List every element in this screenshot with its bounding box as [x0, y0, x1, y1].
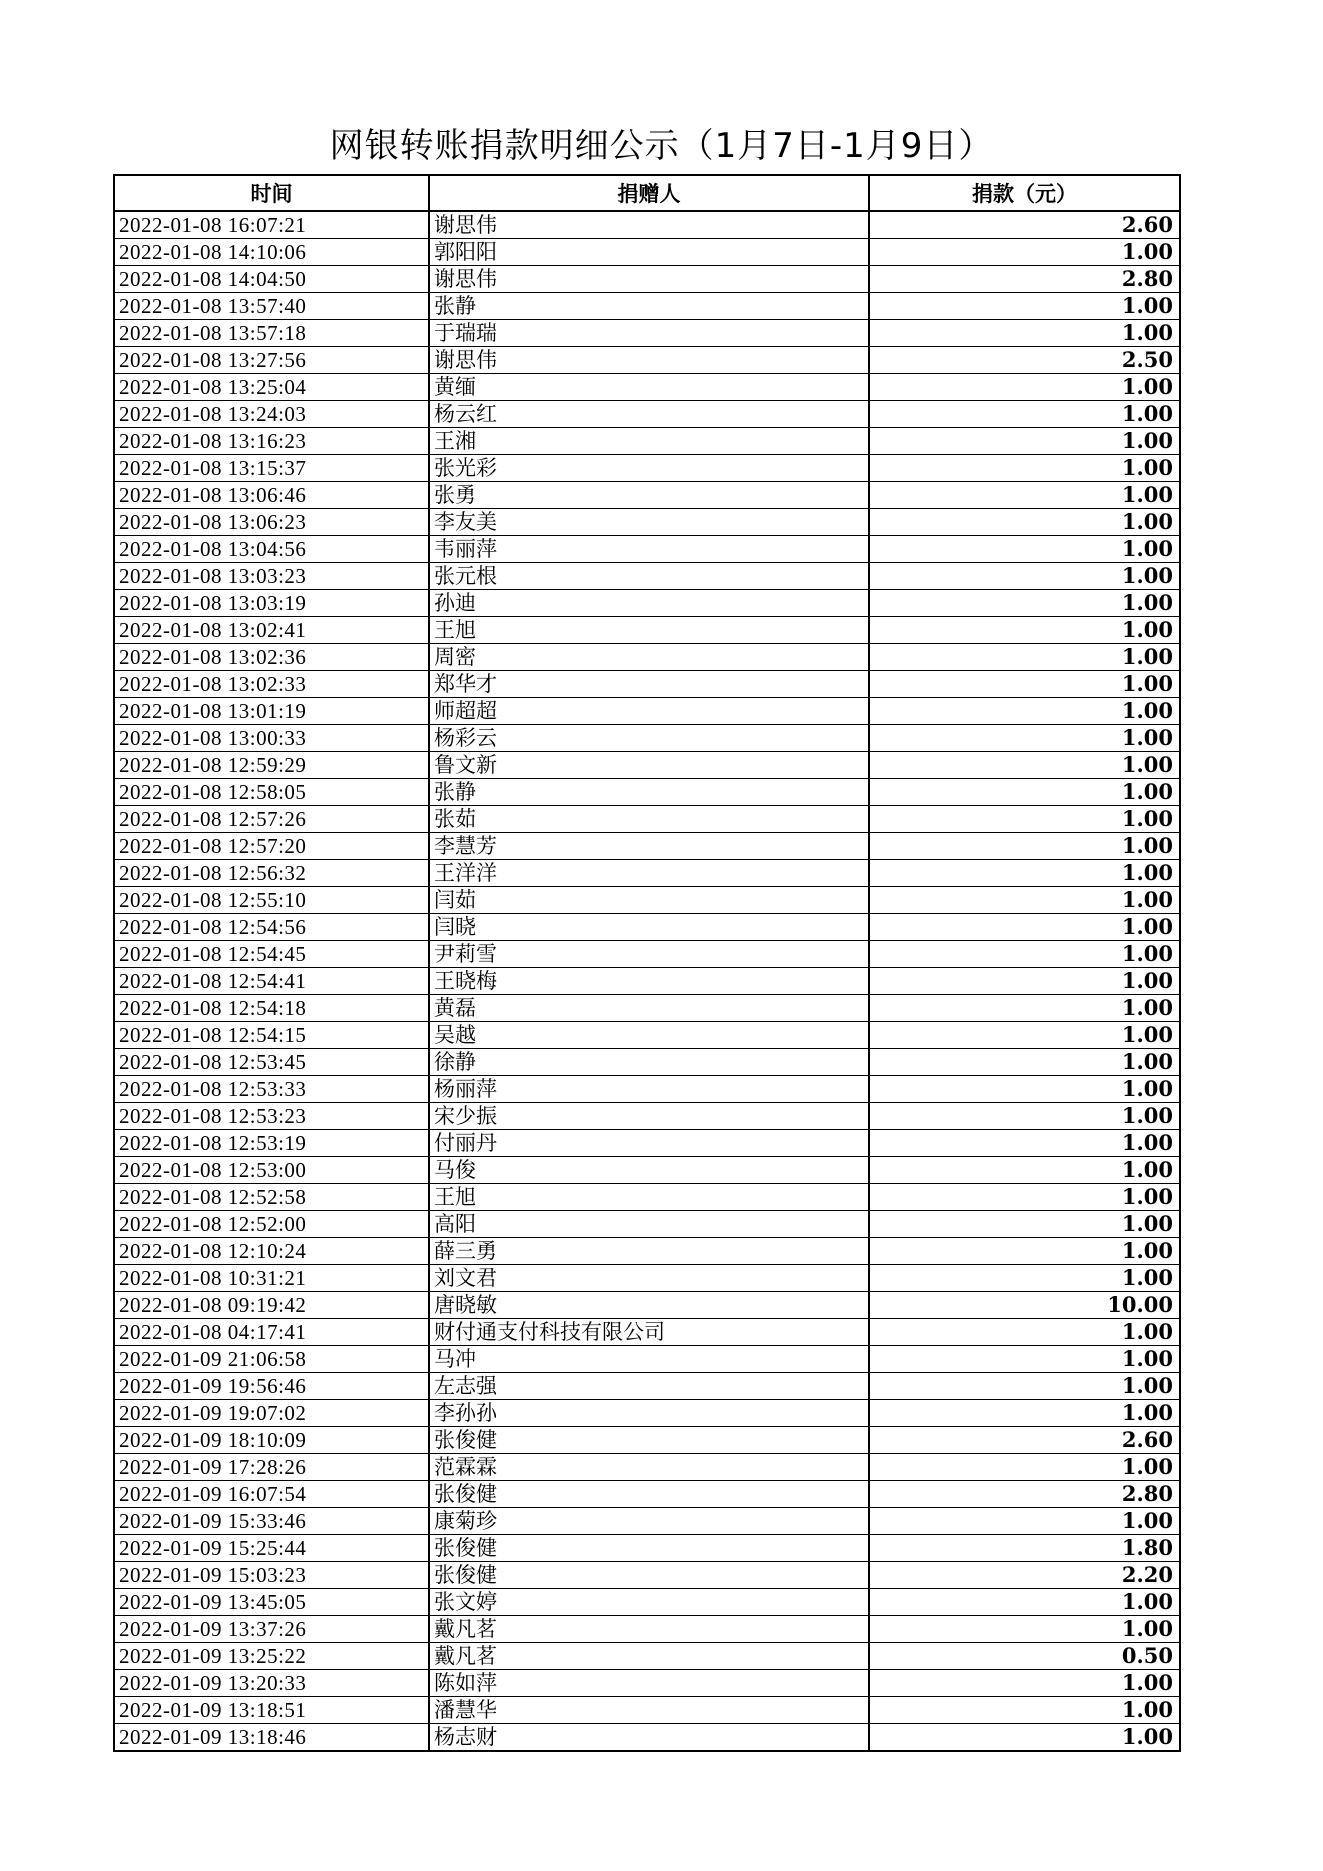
- cell-time: 2022-01-08 14:04:50: [114, 266, 429, 293]
- cell-donor: 黄缅: [429, 374, 869, 401]
- cell-donor: 谢思伟: [429, 347, 869, 374]
- cell-donor: 付丽丹: [429, 1130, 869, 1157]
- table-row: [114, 1697, 1180, 1724]
- cell-amount: 1.00: [869, 1346, 1180, 1373]
- cell-donor: 黄磊: [429, 995, 869, 1022]
- table-row: [114, 1022, 1180, 1049]
- page-title: 网银转账捐款明细公示（1月7日-1月9日）: [329, 126, 994, 166]
- column-header-time: 时间: [114, 175, 429, 211]
- table-row: [114, 617, 1180, 644]
- cell-donor: 吴越: [429, 1022, 869, 1049]
- cell-donor: 康菊珍: [429, 1508, 869, 1535]
- cell-amount: 1.00: [869, 995, 1180, 1022]
- cell-time: 2022-01-08 13:27:56: [114, 347, 429, 374]
- cell-time: 2022-01-09 13:18:46: [114, 1724, 429, 1752]
- table-body: [114, 211, 1180, 1751]
- cell-donor: 张勇: [429, 482, 869, 509]
- cell-donor: 刘文君: [429, 1265, 869, 1292]
- table-row: [114, 1265, 1180, 1292]
- cell-time: 2022-01-08 13:04:56: [114, 536, 429, 563]
- cell-time: 2022-01-09 13:37:26: [114, 1616, 429, 1643]
- table-row: [114, 1130, 1180, 1157]
- table-row: [114, 1535, 1180, 1562]
- cell-amount: 1.00: [869, 482, 1180, 509]
- cell-donor: 谢思伟: [429, 211, 869, 239]
- cell-donor: 高阳: [429, 1211, 869, 1238]
- cell-donor: 王湘: [429, 428, 869, 455]
- table-row: [114, 941, 1180, 968]
- cell-donor: 张静: [429, 779, 869, 806]
- cell-donor: 唐晓敏: [429, 1292, 869, 1319]
- cell-time: 2022-01-09 19:07:02: [114, 1400, 429, 1427]
- table-row: [114, 482, 1180, 509]
- cell-donor: 张俊健: [429, 1427, 869, 1454]
- cell-donor: 尹莉雪: [429, 941, 869, 968]
- cell-amount: 1.00: [869, 1022, 1180, 1049]
- table-row: [114, 1562, 1180, 1589]
- cell-amount: 1.00: [869, 509, 1180, 536]
- cell-amount: 1.00: [869, 1373, 1180, 1400]
- cell-amount: 1.00: [869, 1589, 1180, 1616]
- cell-donor: 周密: [429, 644, 869, 671]
- table-row: [114, 1427, 1180, 1454]
- cell-donor: 张静: [429, 293, 869, 320]
- table-row: [114, 698, 1180, 725]
- cell-amount: 1.00: [869, 860, 1180, 887]
- cell-time: 2022-01-08 16:07:21: [114, 211, 429, 239]
- cell-time: 2022-01-08 13:57:18: [114, 320, 429, 347]
- table-row: [114, 374, 1180, 401]
- cell-amount: 1.00: [869, 914, 1180, 941]
- cell-amount: 1.00: [869, 644, 1180, 671]
- cell-amount: 1.00: [869, 1076, 1180, 1103]
- cell-time: 2022-01-08 13:06:46: [114, 482, 429, 509]
- cell-time: 2022-01-08 13:00:33: [114, 725, 429, 752]
- cell-donor: 薛三勇: [429, 1238, 869, 1265]
- cell-time: 2022-01-08 12:54:56: [114, 914, 429, 941]
- table-row: [114, 293, 1180, 320]
- table-row: [114, 347, 1180, 374]
- cell-amount: 1.00: [869, 698, 1180, 725]
- cell-donor: 李慧芳: [429, 833, 869, 860]
- cell-donor: 徐静: [429, 1049, 869, 1076]
- cell-time: 2022-01-08 12:59:29: [114, 752, 429, 779]
- cell-time: 2022-01-09 16:07:54: [114, 1481, 429, 1508]
- cell-amount: 1.00: [869, 1049, 1180, 1076]
- table-row: [114, 644, 1180, 671]
- cell-donor: 杨彩云: [429, 725, 869, 752]
- table-row: [114, 563, 1180, 590]
- cell-donor: 陈如萍: [429, 1670, 869, 1697]
- cell-donor: 张光彩: [429, 455, 869, 482]
- table-row: [114, 1292, 1180, 1319]
- table-row: [114, 1508, 1180, 1535]
- cell-amount: 1.00: [869, 968, 1180, 995]
- table-row: [114, 536, 1180, 563]
- cell-amount: 1.00: [869, 239, 1180, 266]
- cell-amount: 1.00: [869, 536, 1180, 563]
- table-row: [114, 671, 1180, 698]
- table-row: [114, 401, 1180, 428]
- cell-amount: 1.00: [869, 428, 1180, 455]
- cell-time: 2022-01-09 13:45:05: [114, 1589, 429, 1616]
- table-row: [114, 428, 1180, 455]
- cell-amount: 1.00: [869, 725, 1180, 752]
- cell-amount: 1.00: [869, 1184, 1180, 1211]
- cell-donor: 谢思伟: [429, 266, 869, 293]
- cell-donor: 鲁文新: [429, 752, 869, 779]
- table-row: [114, 509, 1180, 536]
- cell-time: 2022-01-09 15:03:23: [114, 1562, 429, 1589]
- cell-donor: 戴凡茗: [429, 1616, 869, 1643]
- column-header-amount: 捐款（元）: [869, 175, 1180, 211]
- cell-amount: 1.00: [869, 941, 1180, 968]
- cell-amount: 1.00: [869, 455, 1180, 482]
- cell-time: 2022-01-08 12:53:00: [114, 1157, 429, 1184]
- cell-amount: 0.50: [869, 1643, 1180, 1670]
- cell-donor: 孙迪: [429, 590, 869, 617]
- cell-amount: 1.80: [869, 1535, 1180, 1562]
- table-row: [114, 860, 1180, 887]
- table-row: [114, 1616, 1180, 1643]
- cell-time: 2022-01-08 12:57:26: [114, 806, 429, 833]
- table-row: [114, 266, 1180, 293]
- table-row: [114, 455, 1180, 482]
- cell-donor: 师超超: [429, 698, 869, 725]
- cell-amount: 1.00: [869, 779, 1180, 806]
- cell-time: 2022-01-08 12:52:00: [114, 1211, 429, 1238]
- cell-donor: 潘慧华: [429, 1697, 869, 1724]
- table-row: [114, 1346, 1180, 1373]
- table-row: [114, 833, 1180, 860]
- donation-table: [113, 174, 1181, 1752]
- cell-time: 2022-01-08 13:02:36: [114, 644, 429, 671]
- cell-donor: 王晓梅: [429, 968, 869, 995]
- cell-time: 2022-01-09 13:25:22: [114, 1643, 429, 1670]
- cell-amount: 2.80: [869, 266, 1180, 293]
- cell-time: 2022-01-08 12:55:10: [114, 887, 429, 914]
- cell-amount: 1.00: [869, 293, 1180, 320]
- cell-time: 2022-01-08 12:54:15: [114, 1022, 429, 1049]
- cell-donor: 张文婷: [429, 1589, 869, 1616]
- cell-time: 2022-01-09 18:10:09: [114, 1427, 429, 1454]
- cell-time: 2022-01-08 13:06:23: [114, 509, 429, 536]
- table-row: [114, 914, 1180, 941]
- cell-time: 2022-01-09 19:56:46: [114, 1373, 429, 1400]
- cell-donor: 杨丽萍: [429, 1076, 869, 1103]
- table-row: [114, 239, 1180, 266]
- cell-time: 2022-01-08 13:02:41: [114, 617, 429, 644]
- cell-time: 2022-01-09 13:18:51: [114, 1697, 429, 1724]
- header-row: [114, 175, 1180, 211]
- cell-time: 2022-01-08 12:56:32: [114, 860, 429, 887]
- table-row: [114, 590, 1180, 617]
- cell-amount: 1.00: [869, 806, 1180, 833]
- cell-amount: 1.00: [869, 1319, 1180, 1346]
- cell-amount: 1.00: [869, 617, 1180, 644]
- cell-donor: 闫茹: [429, 887, 869, 914]
- cell-amount: 1.00: [869, 590, 1180, 617]
- cell-time: 2022-01-08 13:03:19: [114, 590, 429, 617]
- table-row: [114, 1400, 1180, 1427]
- cell-time: 2022-01-08 09:19:42: [114, 1292, 429, 1319]
- cell-donor: 郑华才: [429, 671, 869, 698]
- cell-time: 2022-01-08 12:54:18: [114, 995, 429, 1022]
- cell-amount: 1.00: [869, 1265, 1180, 1292]
- cell-donor: 郭阳阳: [429, 239, 869, 266]
- table-header: [114, 175, 1180, 211]
- cell-amount: 1.00: [869, 563, 1180, 590]
- table-row: [114, 1724, 1180, 1752]
- cell-amount: 2.80: [869, 1481, 1180, 1508]
- cell-amount: 1.00: [869, 1400, 1180, 1427]
- cell-time: 2022-01-08 12:54:45: [114, 941, 429, 968]
- cell-time: 2022-01-08 12:53:23: [114, 1103, 429, 1130]
- cell-donor: 张俊健: [429, 1562, 869, 1589]
- cell-amount: 1.00: [869, 671, 1180, 698]
- cell-time: 2022-01-09 17:28:26: [114, 1454, 429, 1481]
- cell-donor: 戴凡茗: [429, 1643, 869, 1670]
- cell-time: 2022-01-08 12:57:20: [114, 833, 429, 860]
- table-row: [114, 211, 1180, 239]
- cell-time: 2022-01-08 12:52:58: [114, 1184, 429, 1211]
- cell-amount: 1.00: [869, 1724, 1180, 1752]
- cell-time: 2022-01-08 12:10:24: [114, 1238, 429, 1265]
- table-row: [114, 1184, 1180, 1211]
- table-row: [114, 1103, 1180, 1130]
- cell-donor: 马俊: [429, 1157, 869, 1184]
- cell-time: 2022-01-09 15:25:44: [114, 1535, 429, 1562]
- cell-donor: 李友美: [429, 509, 869, 536]
- table-row: [114, 1481, 1180, 1508]
- cell-donor: 李孙孙: [429, 1400, 869, 1427]
- cell-time: 2022-01-08 12:53:45: [114, 1049, 429, 1076]
- cell-time: 2022-01-08 13:03:23: [114, 563, 429, 590]
- cell-time: 2022-01-08 12:58:05: [114, 779, 429, 806]
- cell-time: 2022-01-08 13:57:40: [114, 293, 429, 320]
- cell-amount: 1.00: [869, 752, 1180, 779]
- cell-donor: 王旭: [429, 1184, 869, 1211]
- cell-time: 2022-01-08 13:16:23: [114, 428, 429, 455]
- cell-time: 2022-01-08 13:15:37: [114, 455, 429, 482]
- cell-amount: 2.50: [869, 347, 1180, 374]
- cell-amount: 1.00: [869, 1103, 1180, 1130]
- table-row: [114, 320, 1180, 347]
- table-row: [114, 806, 1180, 833]
- cell-amount: 1.00: [869, 1454, 1180, 1481]
- cell-donor: 杨云红: [429, 401, 869, 428]
- table-row: [114, 1076, 1180, 1103]
- cell-amount: 1.00: [869, 1211, 1180, 1238]
- cell-donor: 张俊健: [429, 1535, 869, 1562]
- cell-time: 2022-01-09 15:33:46: [114, 1508, 429, 1535]
- table-row: [114, 1211, 1180, 1238]
- table-row: [114, 1589, 1180, 1616]
- cell-donor: 闫晓: [429, 914, 869, 941]
- cell-time: 2022-01-08 10:31:21: [114, 1265, 429, 1292]
- cell-time: 2022-01-09 13:20:33: [114, 1670, 429, 1697]
- cell-donor: 左志强: [429, 1373, 869, 1400]
- cell-time: 2022-01-08 12:53:19: [114, 1130, 429, 1157]
- cell-time: 2022-01-09 21:06:58: [114, 1346, 429, 1373]
- cell-donor: 财付通支付科技有限公司: [429, 1319, 869, 1346]
- cell-donor: 张茹: [429, 806, 869, 833]
- cell-amount: 2.60: [869, 211, 1180, 239]
- cell-amount: 1.00: [869, 1157, 1180, 1184]
- cell-amount: 2.60: [869, 1427, 1180, 1454]
- cell-amount: 1.00: [869, 320, 1180, 347]
- cell-amount: 1.00: [869, 887, 1180, 914]
- table-row: [114, 725, 1180, 752]
- table-row: [114, 1670, 1180, 1697]
- cell-amount: 1.00: [869, 1670, 1180, 1697]
- cell-amount: 1.00: [869, 1238, 1180, 1265]
- cell-donor: 于瑞瑞: [429, 320, 869, 347]
- cell-amount: 10.00: [869, 1292, 1180, 1319]
- table-row: [114, 968, 1180, 995]
- cell-time: 2022-01-08 12:53:33: [114, 1076, 429, 1103]
- cell-donor: 张俊健: [429, 1481, 869, 1508]
- column-header-donor: 捐赠人: [429, 175, 869, 211]
- cell-time: 2022-01-08 13:02:33: [114, 671, 429, 698]
- table-row: [114, 1319, 1180, 1346]
- cell-donor: 马冲: [429, 1346, 869, 1373]
- cell-donor: 张元根: [429, 563, 869, 590]
- cell-donor: 范霖霖: [429, 1454, 869, 1481]
- table-row: [114, 995, 1180, 1022]
- cell-amount: 1.00: [869, 374, 1180, 401]
- cell-time: 2022-01-08 13:01:19: [114, 698, 429, 725]
- cell-donor: 杨志财: [429, 1724, 869, 1752]
- cell-amount: 1.00: [869, 1508, 1180, 1535]
- cell-time: 2022-01-08 13:25:04: [114, 374, 429, 401]
- cell-amount: 1.00: [869, 833, 1180, 860]
- table-row: [114, 1454, 1180, 1481]
- cell-amount: 1.00: [869, 1697, 1180, 1724]
- table-row: [114, 1238, 1180, 1265]
- table-row: [114, 887, 1180, 914]
- cell-donor: 宋少振: [429, 1103, 869, 1130]
- cell-amount: 1.00: [869, 1130, 1180, 1157]
- cell-amount: 2.20: [869, 1562, 1180, 1589]
- cell-amount: 1.00: [869, 1616, 1180, 1643]
- cell-time: 2022-01-08 12:54:41: [114, 968, 429, 995]
- table-row: [114, 1049, 1180, 1076]
- cell-time: 2022-01-08 14:10:06: [114, 239, 429, 266]
- cell-donor: 王旭: [429, 617, 869, 644]
- table-row: [114, 752, 1180, 779]
- cell-donor: 韦丽萍: [429, 536, 869, 563]
- table-row: [114, 1643, 1180, 1670]
- cell-amount: 1.00: [869, 401, 1180, 428]
- cell-donor: 王洋洋: [429, 860, 869, 887]
- table-row: [114, 779, 1180, 806]
- table-row: [114, 1157, 1180, 1184]
- cell-time: 2022-01-08 04:17:41: [114, 1319, 429, 1346]
- table-row: [114, 1373, 1180, 1400]
- cell-time: 2022-01-08 13:24:03: [114, 401, 429, 428]
